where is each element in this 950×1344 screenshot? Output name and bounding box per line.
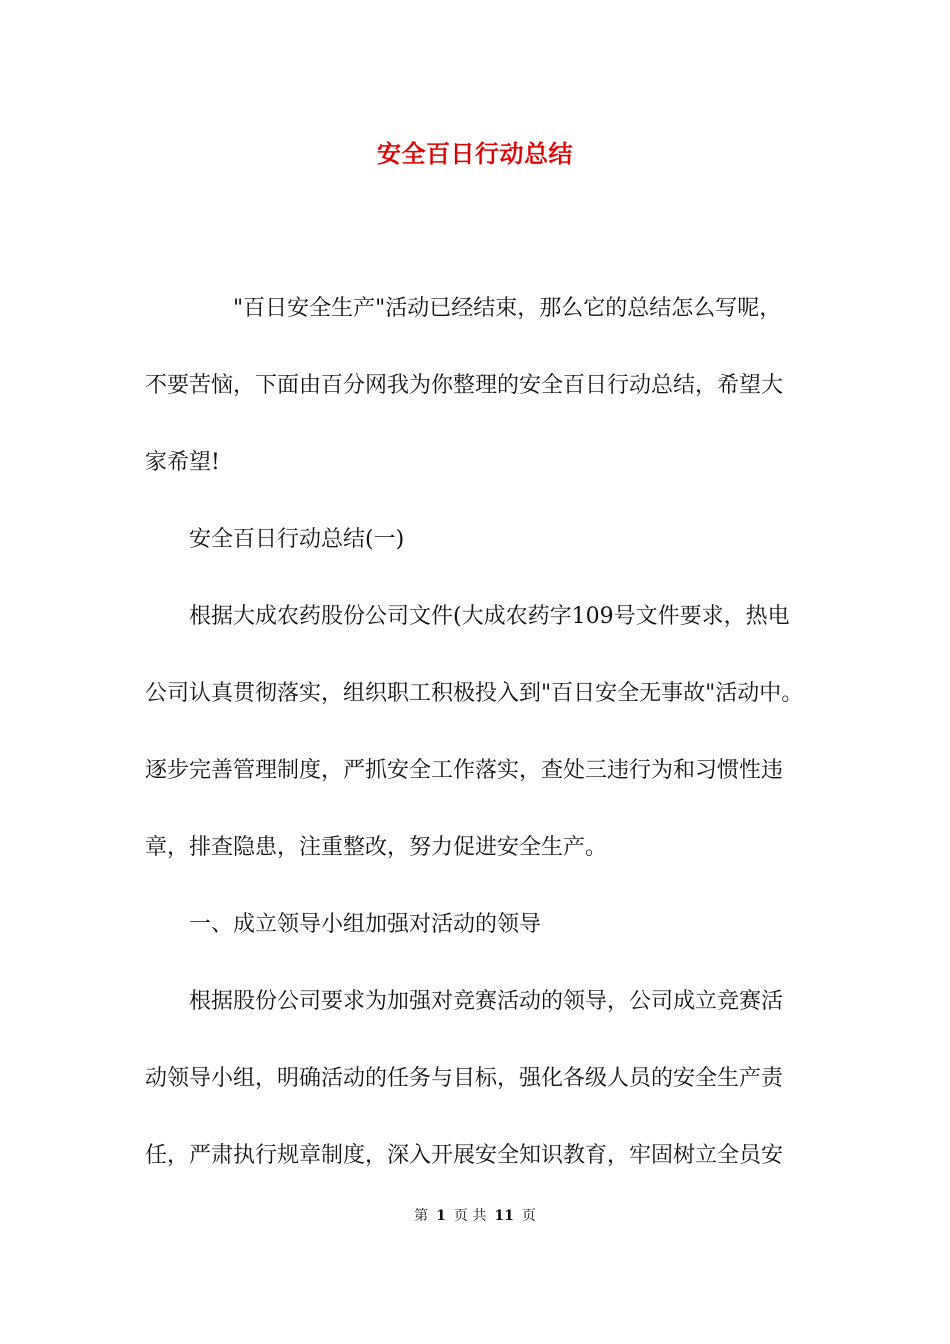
text-line: 根据股份公司要求为加强对竞赛活动的领导，公司成立竞赛活	[189, 989, 784, 1014]
text-line: 逐步完善管理制度，严抓安全工作落实，查处三违行为和习惯性违	[145, 758, 784, 783]
body-paragraphs	[145, 270, 809, 1194]
text-line: 根据大成农药股份公司文件(大成农药字109号文件要求，热电	[189, 604, 790, 629]
text-line: 不要苦恼，下面由百分网我为你整理的安全百日行动总结，希望大	[145, 373, 784, 398]
text-line: 章，排查隐患，注重整改，努力促进安全生产。	[145, 835, 608, 860]
section-heading: 安全百日行动总结(一)	[189, 527, 405, 552]
current-page-number: 1	[436, 1208, 446, 1224]
text-line: 动领导小组，明确活动的任务与目标，强化各级人员的安全生产责	[145, 1066, 784, 1091]
footer-suffix: 页	[521, 1208, 536, 1224]
document-title: 安全百日行动总结	[377, 139, 573, 168]
text-line: "百日安全生产"活动已经结束，那么它的总结怎么写呢，	[233, 296, 782, 321]
page-footer	[0, 1206, 950, 1226]
text-line: 任，严肃执行规章制度，深入开展安全知识教育，牢固树立全员安	[145, 1143, 784, 1168]
total-page-count: 11	[494, 1208, 514, 1224]
document-body	[145, 270, 809, 1194]
text-line: 公司认真贯彻落实，组织职工积极投入到"百日安全无事故"活动中。	[145, 681, 804, 706]
text-line: 家希望!	[145, 450, 220, 475]
footer-prefix: 第	[414, 1208, 429, 1224]
section-heading: 一、成立领导小组加强对活动的领导	[189, 912, 542, 937]
footer-mid: 页 共	[453, 1208, 487, 1224]
